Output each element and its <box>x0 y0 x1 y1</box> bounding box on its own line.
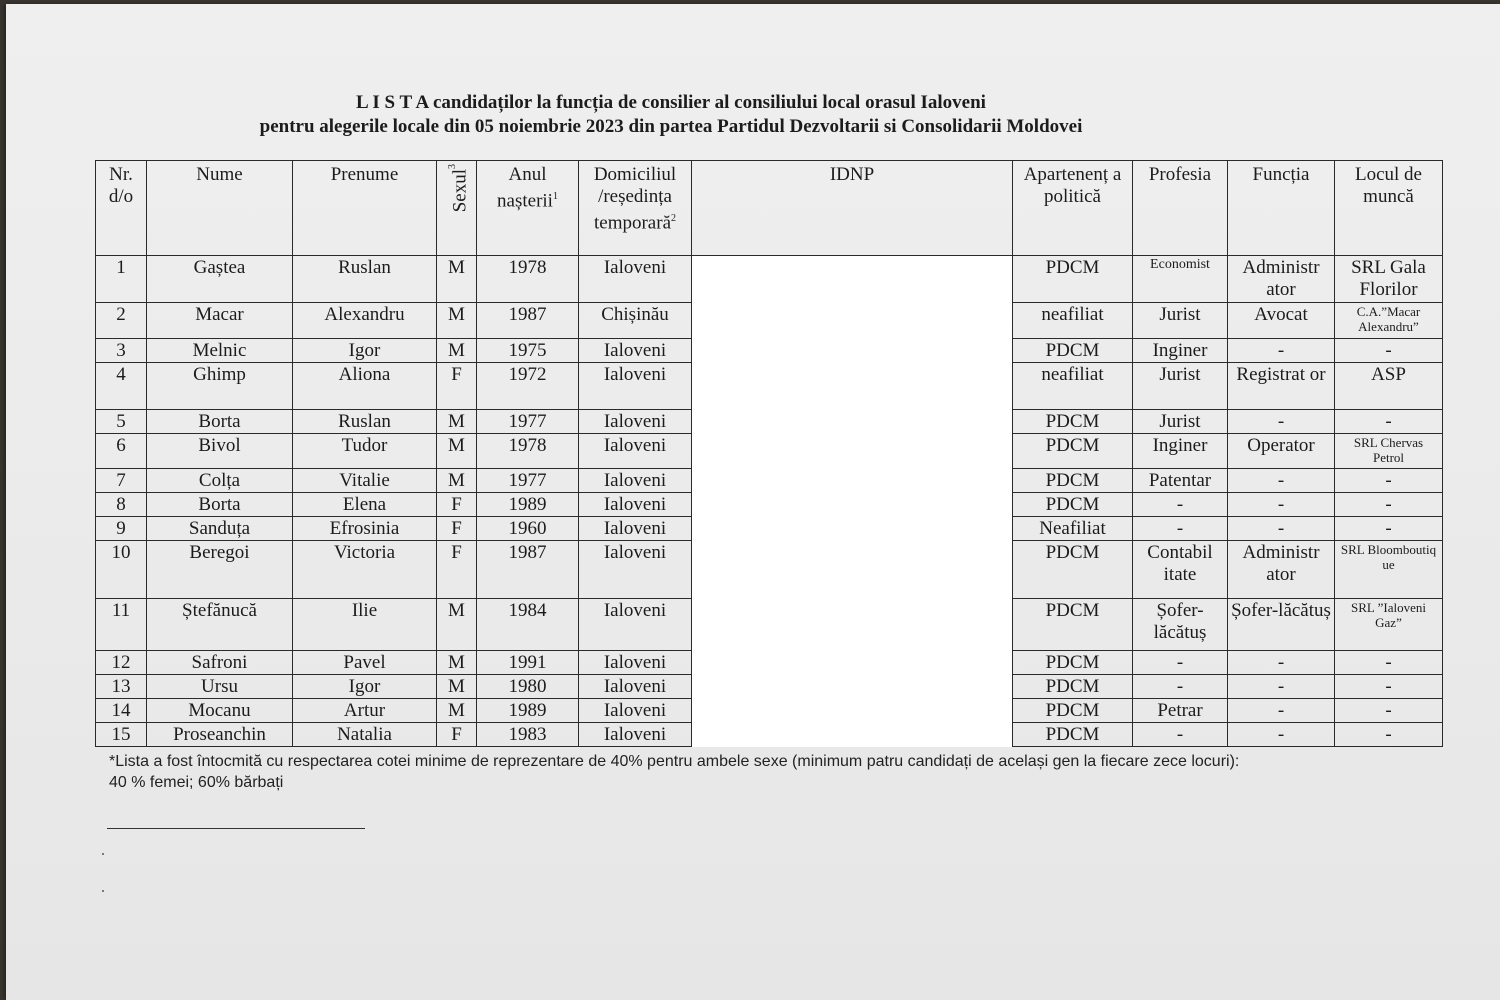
cell-apartenenta: PDCM <box>1013 434 1133 469</box>
cell-sex: M <box>437 410 477 434</box>
cell-apartenenta: PDCM <box>1013 410 1133 434</box>
footnote-line-2: 40 % femei; 60% bărbați <box>109 774 284 791</box>
ink-dot <box>102 853 104 855</box>
cell-nume: Bivol <box>147 434 293 469</box>
document-title: L I S T A candidaților la funcția de consilier al consiliului local orasul Ialoveni <box>356 92 986 113</box>
cell-nr: 4 <box>96 363 147 410</box>
cell-anul: 1989 <box>477 699 579 723</box>
header-profesia: Profesia <box>1133 161 1228 256</box>
document-subtitle: pentru alegerile locale din 05 noiembrie 2023 din partea Partidul Dezvoltarii si Consolidarii Moldovei <box>259 116 1083 137</box>
cell-apartenenta: PDCM <box>1013 651 1133 675</box>
cell-functia: Registrat or <box>1228 363 1335 410</box>
cell-anul: 1987 <box>477 303 579 339</box>
cell-nume: Beregoi <box>147 541 293 599</box>
cell-nume: Colța <box>147 469 293 493</box>
cell-prenume: Natalia <box>293 723 437 747</box>
cell-domiciliu: Ialoveni <box>579 541 692 599</box>
cell-profesia: Jurist <box>1133 303 1228 339</box>
cell-apartenenta: Neafiliat <box>1013 517 1133 541</box>
cell-domiciliu: Ialoveni <box>579 363 692 410</box>
cell-domiciliu: Ialoveni <box>579 410 692 434</box>
cell-nr: 9 <box>96 517 147 541</box>
cell-nume: Ștefănucă <box>147 599 293 651</box>
header-idnp: IDNP <box>692 161 1013 256</box>
cell-nr: 13 <box>96 675 147 699</box>
cell-locul: - <box>1335 410 1443 434</box>
cell-functia: Administr ator <box>1228 541 1335 599</box>
cell-nume: Borta <box>147 410 293 434</box>
cell-prenume: Aliona <box>293 363 437 410</box>
cell-profesia: Șofer-lăcătuș <box>1133 599 1228 651</box>
cell-anul: 1972 <box>477 363 579 410</box>
cell-nr: 1 <box>96 256 147 303</box>
cell-profesia: Inginer <box>1133 434 1228 469</box>
cell-profesia: Jurist <box>1133 410 1228 434</box>
cell-sex: M <box>437 339 477 363</box>
header-functia: Funcția <box>1228 161 1335 256</box>
quota-footnote <box>109 751 1409 793</box>
cell-locul: C.A.”Macar Alexandru” <box>1335 303 1443 339</box>
header-prenume: Prenume <box>293 161 437 256</box>
cell-domiciliu: Ialoveni <box>579 599 692 651</box>
cell-domiciliu: Ialoveni <box>579 493 692 517</box>
cell-locul: - <box>1335 517 1443 541</box>
cell-functia: - <box>1228 517 1335 541</box>
cell-locul: - <box>1335 651 1443 675</box>
cell-functia: Administr ator <box>1228 256 1335 303</box>
cell-prenume: Artur <box>293 699 437 723</box>
cell-functia: - <box>1228 493 1335 517</box>
header-domiciliu: Domiciliul /reședința temporară$^2$ <box>579 161 692 256</box>
cell-nr: 12 <box>96 651 147 675</box>
header-locul: Locul de muncă <box>1335 161 1443 256</box>
cell-functia: - <box>1228 651 1335 675</box>
cell-sex: M <box>437 303 477 339</box>
cell-functia: - <box>1228 410 1335 434</box>
cell-sex: F <box>437 493 477 517</box>
cell-prenume: Ruslan <box>293 256 437 303</box>
cell-sex: M <box>437 434 477 469</box>
cell-locul: ASP <box>1335 363 1443 410</box>
cell-profesia: - <box>1133 651 1228 675</box>
cell-apartenenta: neafiliat <box>1013 303 1133 339</box>
cell-functia: - <box>1228 699 1335 723</box>
cell-nume: Safroni <box>147 651 293 675</box>
cell-locul: SRL ”Ialoveni Gaz” <box>1335 599 1443 651</box>
header-nr: Nr. d/o <box>96 161 147 256</box>
cell-functia: - <box>1228 675 1335 699</box>
cell-nume: Macar <box>147 303 293 339</box>
cell-nume: Proseanchin <box>147 723 293 747</box>
cell-nr: 3 <box>96 339 147 363</box>
cell-locul: - <box>1335 493 1443 517</box>
cell-functia: - <box>1228 469 1335 493</box>
cell-apartenenta: PDCM <box>1013 339 1133 363</box>
cell-sex: F <box>437 723 477 747</box>
cell-locul: - <box>1335 723 1443 747</box>
cell-nr: 14 <box>96 699 147 723</box>
table-row <box>96 256 1443 303</box>
cell-sex: M <box>437 469 477 493</box>
candidates-table <box>95 160 1443 747</box>
cell-sex: F <box>437 363 477 410</box>
cell-prenume: Victoria <box>293 541 437 599</box>
cell-nr: 5 <box>96 410 147 434</box>
cell-prenume: Ilie <box>293 599 437 651</box>
cell-nr: 15 <box>96 723 147 747</box>
header-nume: Nume <box>147 161 293 256</box>
cell-anul: 1977 <box>477 410 579 434</box>
cell-domiciliu: Ialoveni <box>579 517 692 541</box>
cell-anul: 1989 <box>477 493 579 517</box>
cell-domiciliu: Ialoveni <box>579 675 692 699</box>
cell-anul: 1984 <box>477 599 579 651</box>
cell-profesia: - <box>1133 517 1228 541</box>
cell-profesia: Patentar <box>1133 469 1228 493</box>
cell-locul: - <box>1335 469 1443 493</box>
table-header-row <box>96 161 1443 256</box>
cell-apartenenta: PDCM <box>1013 493 1133 517</box>
cell-locul: SRL Chervas Petrol <box>1335 434 1443 469</box>
ink-dot <box>102 890 104 892</box>
cell-sex: M <box>437 256 477 303</box>
cell-apartenenta: PDCM <box>1013 675 1133 699</box>
cell-prenume: Igor <box>293 339 437 363</box>
cell-profesia: - <box>1133 493 1228 517</box>
cell-locul: - <box>1335 699 1443 723</box>
header-anul: Anul nașterii$^1$ <box>477 161 579 256</box>
cell-anul: 1991 <box>477 651 579 675</box>
cell-profesia: Contabil itate <box>1133 541 1228 599</box>
header-apartenenta: Apartenenț a politică <box>1013 161 1133 256</box>
cell-nr: 10 <box>96 541 147 599</box>
cell-apartenenta: PDCM <box>1013 723 1133 747</box>
cell-apartenenta: PDCM <box>1013 469 1133 493</box>
cell-functia: Operator <box>1228 434 1335 469</box>
cell-domiciliu: Ialoveni <box>579 256 692 303</box>
cell-domiciliu: Ialoveni <box>579 434 692 469</box>
cell-profesia: Petrar <box>1133 699 1228 723</box>
cell-nume: Ursu <box>147 675 293 699</box>
cell-profesia: - <box>1133 675 1228 699</box>
cell-prenume: Alexandru <box>293 303 437 339</box>
cell-prenume: Vitalie <box>293 469 437 493</box>
cell-anul: 1987 <box>477 541 579 599</box>
cell-nr: 2 <box>96 303 147 339</box>
cell-domiciliu: Chișinău <box>579 303 692 339</box>
cell-sex: F <box>437 541 477 599</box>
cell-domiciliu: Ialoveni <box>579 651 692 675</box>
cell-anul: 1980 <box>477 675 579 699</box>
cell-prenume: Elena <box>293 493 437 517</box>
cell-apartenenta: PDCM <box>1013 599 1133 651</box>
cell-locul: - <box>1335 339 1443 363</box>
cell-functia: - <box>1228 339 1335 363</box>
signature-line <box>107 828 365 829</box>
cell-locul: SRL Bloomboutiq ue <box>1335 541 1443 599</box>
cell-locul: SRL Gala Florilor <box>1335 256 1443 303</box>
cell-functia: Avocat <box>1228 303 1335 339</box>
cell-domiciliu: Ialoveni <box>579 723 692 747</box>
cell-domiciliu: Ialoveni <box>579 339 692 363</box>
cell-anul: 1978 <box>477 434 579 469</box>
cell-functia: - <box>1228 723 1335 747</box>
cell-profesia: Economist <box>1133 256 1228 303</box>
cell-prenume: Pavel <box>293 651 437 675</box>
cell-nume: Borta <box>147 493 293 517</box>
cell-nr: 11 <box>96 599 147 651</box>
cell-prenume: Ruslan <box>293 410 437 434</box>
cell-nume: Sanduța <box>147 517 293 541</box>
footnote-line-1: *Lista a fost întocmită cu respectarea cotei minime de reprezentare de 40% pentru ambele sexe (minimum patru candidați de același gen la fiecare zece locuri): <box>109 753 1240 770</box>
cell-nume: Mocanu <box>147 699 293 723</box>
cell-anul: 1960 <box>477 517 579 541</box>
cell-prenume: Efrosinia <box>293 517 437 541</box>
cell-nume: Melnic <box>147 339 293 363</box>
cell-apartenenta: neafiliat <box>1013 363 1133 410</box>
cell-anul: 1977 <box>477 469 579 493</box>
cell-locul: - <box>1335 675 1443 699</box>
cell-domiciliu: Ialoveni <box>579 469 692 493</box>
document-page <box>6 4 1500 1000</box>
cell-sex: M <box>437 675 477 699</box>
idnp-redacted-block <box>692 256 1013 747</box>
cell-profesia: - <box>1133 723 1228 747</box>
cell-anul: 1983 <box>477 723 579 747</box>
cell-sex: M <box>437 699 477 723</box>
cell-domiciliu: Ialoveni <box>579 699 692 723</box>
cell-profesia: Jurist <box>1133 363 1228 410</box>
cell-nume: Gaștea <box>147 256 293 303</box>
cell-apartenenta: PDCM <box>1013 256 1133 303</box>
cell-functia: Șofer-lăcătuș <box>1228 599 1335 651</box>
cell-nr: 7 <box>96 469 147 493</box>
cell-nume: Ghimp <box>147 363 293 410</box>
cell-nr: 8 <box>96 493 147 517</box>
cell-nr: 6 <box>96 434 147 469</box>
cell-prenume: Igor <box>293 675 437 699</box>
header-sex: Sexul$^3$ <box>437 161 477 256</box>
cell-apartenenta: PDCM <box>1013 541 1133 599</box>
cell-anul: 1975 <box>477 339 579 363</box>
cell-sex: M <box>437 651 477 675</box>
cell-sex: M <box>437 599 477 651</box>
cell-profesia: Inginer <box>1133 339 1228 363</box>
cell-apartenenta: PDCM <box>1013 699 1133 723</box>
cell-anul: 1978 <box>477 256 579 303</box>
cell-sex: F <box>437 517 477 541</box>
cell-prenume: Tudor <box>293 434 437 469</box>
